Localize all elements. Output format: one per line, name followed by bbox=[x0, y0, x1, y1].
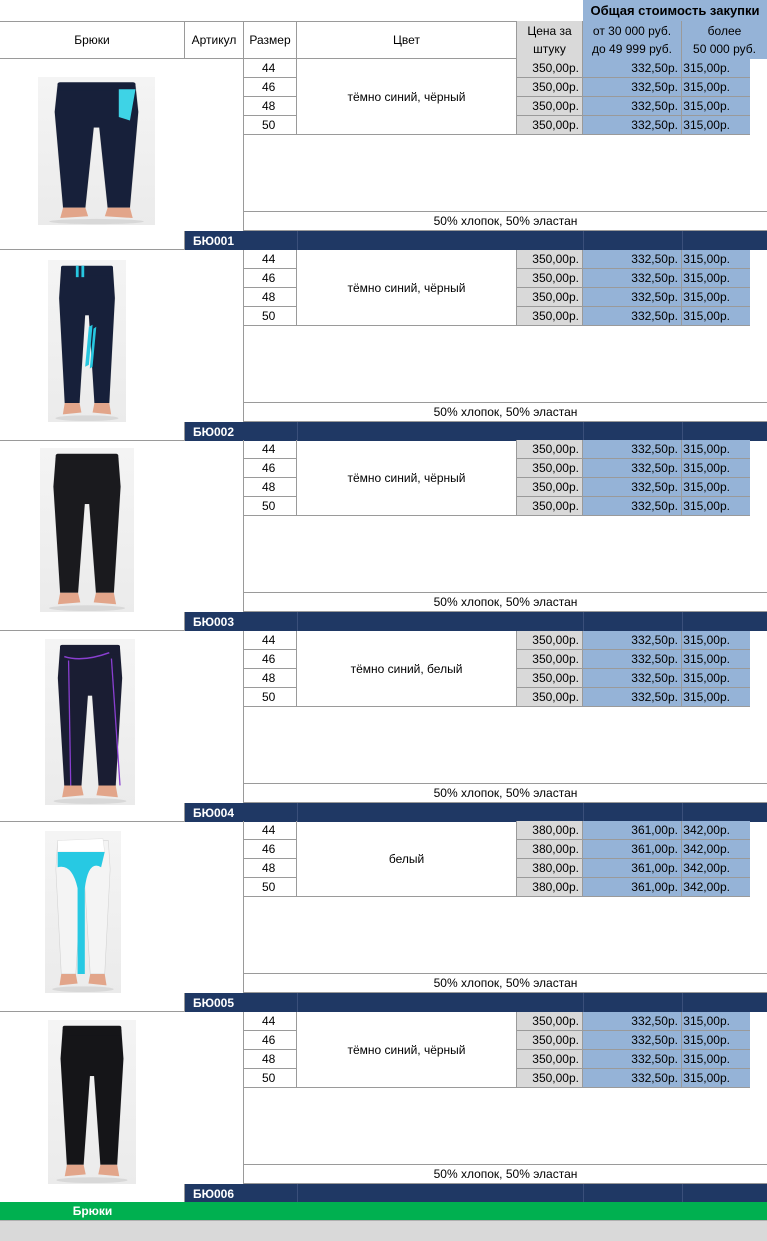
article-bar-divider bbox=[583, 612, 584, 631]
tier2-price-cell: 315,00р. bbox=[682, 478, 750, 497]
description-area bbox=[244, 1088, 767, 1165]
size-cell: 50 bbox=[244, 307, 297, 326]
unit-price-cell: 350,00р. bbox=[517, 1069, 583, 1088]
tier2-price-cell: 315,00р. bbox=[682, 1069, 750, 1088]
article-bar-divider bbox=[583, 231, 584, 250]
header-product: Брюки bbox=[0, 21, 185, 59]
section-footer-label: Брюки bbox=[72, 1204, 113, 1218]
description-area bbox=[244, 707, 767, 784]
tier2-price-cell: 315,00р. bbox=[682, 688, 750, 707]
article-bar bbox=[185, 1184, 767, 1203]
header-tier2-line1: более bbox=[707, 24, 742, 38]
article-row-left bbox=[0, 993, 185, 1012]
tier2-price-cell: 315,00р. bbox=[682, 631, 750, 650]
article-bar-divider bbox=[297, 612, 298, 631]
tier1-price-cell: 332,50р. bbox=[583, 650, 682, 669]
article-bar-divider bbox=[682, 803, 683, 822]
size-cell: 48 bbox=[244, 1050, 297, 1069]
product-photo bbox=[38, 77, 155, 225]
header-tier1-line1: от 30 000 руб. bbox=[592, 24, 672, 38]
unit-price-cell: 380,00р. bbox=[517, 878, 583, 897]
article-bar-divider bbox=[297, 231, 298, 250]
tier1-price-cell: 361,00р. bbox=[583, 840, 682, 859]
article-bar-divider bbox=[682, 612, 683, 631]
tier2-price-cell: 342,00р. bbox=[682, 878, 750, 897]
color-cell: белый bbox=[297, 821, 517, 897]
tier2-price-cell: 315,00р. bbox=[682, 288, 750, 307]
size-cell: 46 bbox=[244, 459, 297, 478]
color-cell: тёмно синий, чёрный bbox=[297, 59, 517, 135]
composition-cell: 50% хлопок, 50% эластан bbox=[244, 784, 767, 803]
unit-price-cell: 350,00р. bbox=[517, 250, 583, 269]
header-tier1 bbox=[583, 21, 682, 59]
unit-price-cell: 350,00р. bbox=[517, 269, 583, 288]
tier1-price-cell: 332,50р. bbox=[583, 59, 682, 78]
unit-price-cell: 350,00р. bbox=[517, 1050, 583, 1069]
tier1-price-cell: 332,50р. bbox=[583, 478, 682, 497]
size-cell: 48 bbox=[244, 478, 297, 497]
size-cell: 46 bbox=[244, 650, 297, 669]
article-bar-divider bbox=[682, 1184, 683, 1203]
size-cell: 44 bbox=[244, 59, 297, 78]
unit-price-cell: 350,00р. bbox=[517, 688, 583, 707]
article-row-left bbox=[0, 1184, 185, 1203]
unit-price-cell: 380,00р. bbox=[517, 859, 583, 878]
product-photo bbox=[45, 831, 121, 993]
size-cell: 50 bbox=[244, 878, 297, 897]
unit-price-cell: 350,00р. bbox=[517, 307, 583, 326]
article-bar bbox=[185, 993, 767, 1012]
tier2-price-cell: 315,00р. bbox=[682, 97, 750, 116]
article-bar-divider bbox=[682, 993, 683, 1012]
tier2-price-cell: 315,00р. bbox=[682, 650, 750, 669]
composition-cell: 50% хлопок, 50% эластан bbox=[244, 403, 767, 422]
article-row-left bbox=[0, 803, 185, 822]
article-bar-divider bbox=[583, 993, 584, 1012]
article-code: БЮ003 bbox=[192, 614, 234, 629]
article-bar-divider bbox=[297, 993, 298, 1012]
size-cell: 50 bbox=[244, 116, 297, 135]
article-row-left bbox=[0, 422, 185, 441]
composition-cell: 50% хлопок, 50% эластан bbox=[244, 1165, 767, 1184]
tier2-price-cell: 315,00р. bbox=[682, 250, 750, 269]
tier1-price-cell: 332,50р. bbox=[583, 307, 682, 326]
unit-price-cell: 350,00р. bbox=[517, 1031, 583, 1050]
tier2-price-cell: 315,00р. bbox=[682, 307, 750, 326]
description-area bbox=[244, 135, 767, 212]
article-code: БЮ005 bbox=[192, 995, 234, 1010]
size-cell: 48 bbox=[244, 97, 297, 116]
header-color: Цвет bbox=[297, 21, 517, 59]
article-bar-divider bbox=[583, 803, 584, 822]
description-area bbox=[244, 516, 767, 593]
tier1-price-cell: 332,50р. bbox=[583, 631, 682, 650]
size-cell: 48 bbox=[244, 669, 297, 688]
header-price-unit-line2: штуку bbox=[533, 42, 566, 56]
size-cell: 46 bbox=[244, 78, 297, 97]
size-cell: 44 bbox=[244, 1012, 297, 1031]
size-cell: 50 bbox=[244, 497, 297, 516]
color-cell: тёмно синий, белый bbox=[297, 631, 517, 707]
tier2-price-cell: 342,00р. bbox=[682, 821, 750, 840]
tier2-price-cell: 315,00р. bbox=[682, 497, 750, 516]
product-photo bbox=[40, 448, 134, 612]
product-image-cell bbox=[0, 821, 244, 993]
tier2-price-cell: 315,00р. bbox=[682, 1050, 750, 1069]
header-price-unit bbox=[517, 21, 583, 59]
description-area bbox=[244, 326, 767, 403]
size-cell: 44 bbox=[244, 631, 297, 650]
tier1-price-cell: 332,50р. bbox=[583, 1069, 682, 1088]
tier1-price-cell: 332,50р. bbox=[583, 688, 682, 707]
size-cell: 44 bbox=[244, 250, 297, 269]
unit-price-cell: 380,00р. bbox=[517, 821, 583, 840]
size-cell: 46 bbox=[244, 1031, 297, 1050]
composition-cell: 50% хлопок, 50% эластан bbox=[244, 593, 767, 612]
article-code: БЮ002 bbox=[192, 424, 234, 439]
tier1-price-cell: 332,50р. bbox=[583, 1050, 682, 1069]
size-cell: 50 bbox=[244, 688, 297, 707]
tier2-price-cell: 315,00р. bbox=[682, 1031, 750, 1050]
tier1-price-cell: 361,00р. bbox=[583, 821, 682, 840]
tier1-price-cell: 332,50р. bbox=[583, 97, 682, 116]
header-tier1-line2: до 49 999 руб. bbox=[592, 42, 672, 56]
size-cell: 44 bbox=[244, 440, 297, 459]
tier1-price-cell: 332,50р. bbox=[583, 669, 682, 688]
tier1-price-cell: 332,50р. bbox=[583, 116, 682, 135]
color-cell: тёмно синий, чёрный bbox=[297, 250, 517, 326]
tier2-price-cell: 315,00р. bbox=[682, 669, 750, 688]
unit-price-cell: 350,00р. bbox=[517, 78, 583, 97]
article-bar-divider bbox=[583, 1184, 584, 1203]
size-cell: 48 bbox=[244, 859, 297, 878]
tier2-price-cell: 315,00р. bbox=[682, 440, 750, 459]
tier2-price-cell: 315,00р. bbox=[682, 78, 750, 97]
unit-price-cell: 350,00р. bbox=[517, 669, 583, 688]
unit-price-cell: 350,00р. bbox=[517, 631, 583, 650]
header-size: Размер bbox=[244, 21, 297, 59]
article-bar-divider bbox=[297, 1184, 298, 1203]
article-bar-divider bbox=[682, 422, 683, 441]
tier2-price-cell: 315,00р. bbox=[682, 116, 750, 135]
tier1-price-cell: 332,50р. bbox=[583, 78, 682, 97]
description-area bbox=[244, 897, 767, 974]
unit-price-cell: 350,00р. bbox=[517, 440, 583, 459]
tier1-price-cell: 332,50р. bbox=[583, 440, 682, 459]
tier2-price-cell: 315,00р. bbox=[682, 59, 750, 78]
color-cell: тёмно синий, чёрный bbox=[297, 1012, 517, 1088]
product-photo bbox=[48, 260, 126, 422]
product-photo bbox=[48, 1020, 136, 1184]
header-tier2 bbox=[682, 21, 767, 59]
unit-price-cell: 350,00р. bbox=[517, 478, 583, 497]
article-code: БЮ004 bbox=[192, 805, 234, 820]
tier1-price-cell: 332,50р. bbox=[583, 288, 682, 307]
tier2-price-cell: 315,00р. bbox=[682, 459, 750, 478]
tier1-price-cell: 332,50р. bbox=[583, 269, 682, 288]
composition-cell: 50% хлопок, 50% эластан bbox=[244, 974, 767, 993]
composition-cell: 50% хлопок, 50% эластан bbox=[244, 212, 767, 231]
tier1-price-cell: 361,00р. bbox=[583, 859, 682, 878]
tier2-price-cell: 342,00р. bbox=[682, 840, 750, 859]
article-bar-divider bbox=[682, 231, 683, 250]
article-bar bbox=[185, 612, 767, 631]
size-cell: 46 bbox=[244, 269, 297, 288]
article-row-left bbox=[0, 231, 185, 250]
article-bar-divider bbox=[297, 803, 298, 822]
unit-price-cell: 380,00р. bbox=[517, 840, 583, 859]
unit-price-cell: 350,00р. bbox=[517, 497, 583, 516]
size-cell: 48 bbox=[244, 288, 297, 307]
tier1-price-cell: 332,50р. bbox=[583, 1012, 682, 1031]
tier1-price-cell: 332,50р. bbox=[583, 459, 682, 478]
size-cell: 50 bbox=[244, 1069, 297, 1088]
article-row-left bbox=[0, 612, 185, 631]
article-bar-divider bbox=[583, 422, 584, 441]
tier2-price-cell: 315,00р. bbox=[682, 269, 750, 288]
article-bar-divider bbox=[297, 422, 298, 441]
header-tier2-line2: 50 000 руб. bbox=[693, 42, 756, 56]
unit-price-cell: 350,00р. bbox=[517, 650, 583, 669]
tier1-price-cell: 332,50р. bbox=[583, 497, 682, 516]
purchase-total-header: Общая стоимость закупки bbox=[583, 0, 767, 21]
article-bar bbox=[185, 803, 767, 822]
tier1-price-cell: 332,50р. bbox=[583, 1031, 682, 1050]
article-code: БЮ001 bbox=[192, 233, 234, 248]
size-cell: 46 bbox=[244, 840, 297, 859]
color-cell: тёмно синий, чёрный bbox=[297, 440, 517, 516]
size-cell: 44 bbox=[244, 821, 297, 840]
article-code: БЮ006 bbox=[192, 1186, 234, 1201]
unit-price-cell: 350,00р. bbox=[517, 288, 583, 307]
header-price-unit-line1: Цена за bbox=[527, 24, 572, 38]
article-bar bbox=[185, 231, 767, 250]
tier1-price-cell: 361,00р. bbox=[583, 878, 682, 897]
unit-price-cell: 350,00р. bbox=[517, 1012, 583, 1031]
tier2-price-cell: 315,00р. bbox=[682, 1012, 750, 1031]
article-bar bbox=[185, 422, 767, 441]
tier2-price-cell: 342,00р. bbox=[682, 859, 750, 878]
header-article: Артикул bbox=[185, 21, 244, 59]
unit-price-cell: 350,00р. bbox=[517, 116, 583, 135]
product-photo bbox=[45, 639, 135, 805]
footer-gray-row bbox=[0, 1220, 767, 1241]
unit-price-cell: 350,00р. bbox=[517, 459, 583, 478]
tier1-price-cell: 332,50р. bbox=[583, 250, 682, 269]
unit-price-cell: 350,00р. bbox=[517, 97, 583, 116]
unit-price-cell: 350,00р. bbox=[517, 59, 583, 78]
